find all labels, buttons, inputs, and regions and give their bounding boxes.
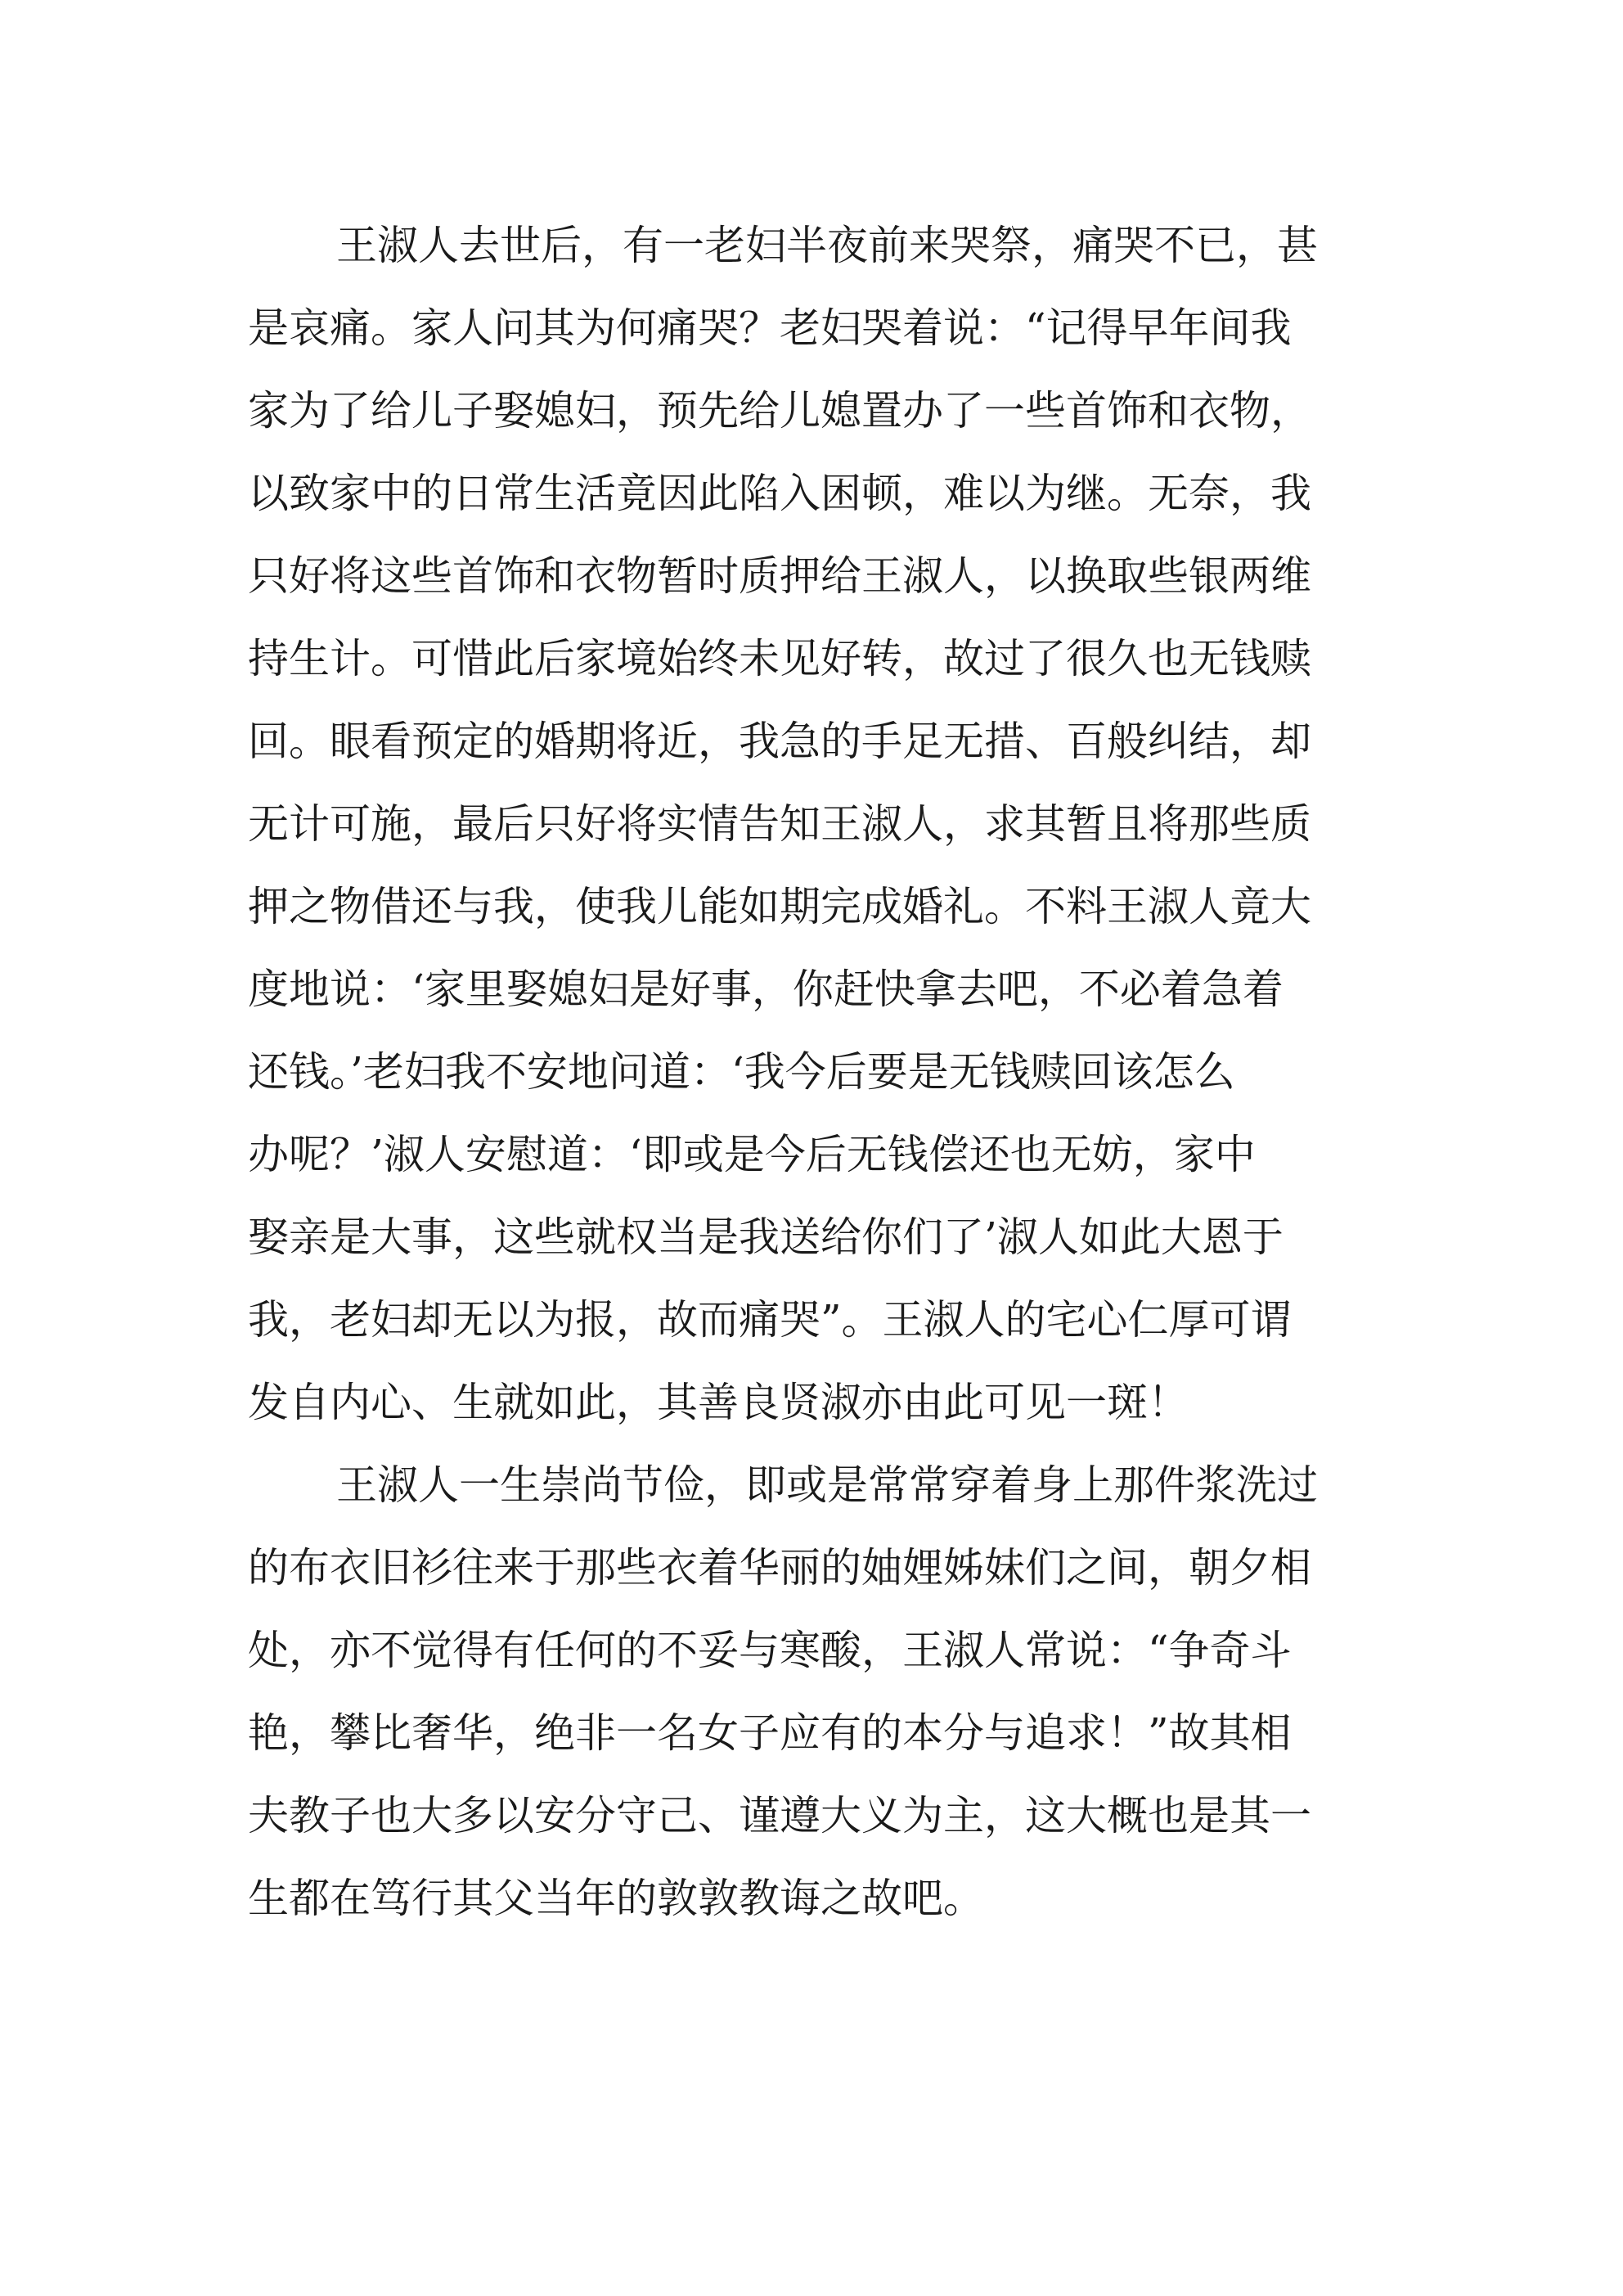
paragraph-2 <box>248 1444 1393 1940</box>
text-line: 度地说：‘家里娶媳妇是好事，你赶快拿去吧，不必着急着 <box>248 966 1284 1013</box>
text-line: 无计可施，最后只好将实情告知王淑人，求其暂且将那些质 <box>248 800 1311 848</box>
text-line: 家为了给儿子娶媳妇，预先给儿媳置办了一些首饰和衣物， <box>248 387 1311 434</box>
text-line: 以致家中的日常生活竟因此陷入困顿，难以为继。无奈，我 <box>248 470 1311 517</box>
text-line: 是哀痛。家人问其为何痛哭？老妇哭着说：“记得早年间我 <box>248 304 1292 352</box>
text-line: 处，亦不觉得有任何的不妥与寒酸，王淑人常说：“争奇斗 <box>248 1627 1292 1674</box>
text-line: 王淑人去世后，有一老妇半夜前来哭祭，痛哭不已，甚 <box>336 222 1318 269</box>
paragraph-1 <box>248 205 1393 1444</box>
text-line: 押之物借还与我，使我儿能如期完成婚礼。不料王淑人竟大 <box>248 883 1311 930</box>
text-line: 娶亲是大事，这些就权当是我送给你们了’淑人如此大恩于 <box>248 1213 1284 1261</box>
text-line: 夫教子也大多以安分守己、谨遵大义为主，这大概也是其一 <box>248 1792 1311 1839</box>
body-text <box>248 205 1393 1940</box>
text-line: 持生计。可惜此后家境始终未见好转，故过了很久也无钱赎 <box>248 635 1311 682</box>
text-line: 发自内心、生就如此，其善良贤淑亦由此可见一斑！ <box>248 1379 1189 1426</box>
text-line: 我，老妇却无以为报，故而痛哭”。王淑人的宅心仁厚可谓 <box>248 1296 1292 1344</box>
text-line: 办呢？’淑人安慰道：‘即或是今后无钱偿还也无妨，家中 <box>248 1131 1256 1178</box>
text-line: 回。眼看预定的婚期将近，我急的手足无措、百般纠结，却 <box>248 718 1311 765</box>
text-line: 还钱。’老妇我不安地问道：‘我今后要是无钱赎回该怎么 <box>248 1048 1235 1096</box>
text-line: 王淑人一生崇尚节俭，即或是常常穿着身上那件浆洗过 <box>336 1461 1318 1509</box>
text-line: 生都在笃行其父当年的敦敦教诲之故吧。 <box>248 1875 984 1922</box>
text-line: 只好将这些首饰和衣物暂时质押给王淑人，以换取些银两维 <box>248 552 1311 600</box>
text-line: 的布衣旧衫往来于那些衣着华丽的妯娌姊妹们之间，朝夕相 <box>248 1544 1311 1591</box>
text-line: 艳，攀比奢华，绝非一名女子应有的本分与追求！”故其相 <box>248 1709 1292 1757</box>
